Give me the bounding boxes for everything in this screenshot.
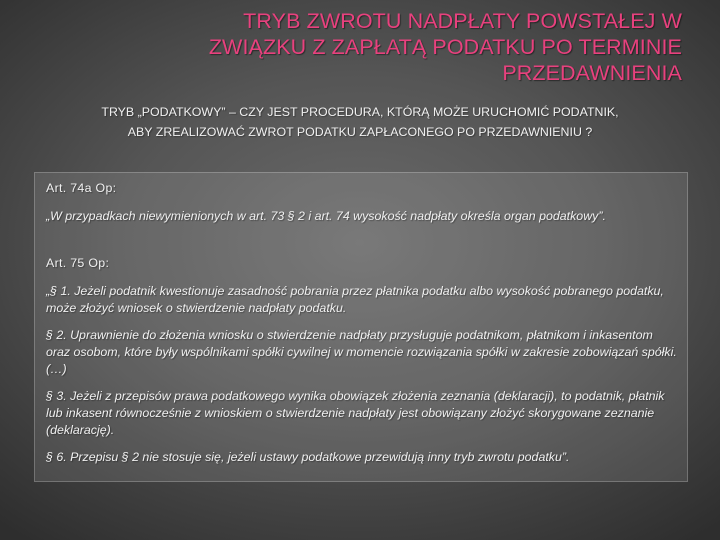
art75-paragraph-6: § 6. Przepisu § 2 nie stosuje się, jeżeli ustawy podatkowe przewidują inny tryb zwrotu podatku”.: [46, 450, 570, 464]
slide-title-line: ZWIĄZKU Z ZAPŁATĄ PODATKU PO TERMINIE: [208, 35, 682, 59]
art74a-quote: „W przypadkach niewymienionych w art. 73 § 2 i art. 74 wysokość nadpłaty określa organ podatkowy”.: [46, 209, 606, 223]
art75-heading: Art. 75 Op:: [46, 256, 110, 270]
spacer: [46, 235, 686, 249]
slide-subtitle: [18, 102, 702, 142]
slide-title-line: TRYB ZWROTU NADPŁATY POWSTAŁEJ W: [243, 9, 682, 33]
slide-subtitle-line: TRYB „PODATKOWY” – CZY JEST PROCEDURA, KTÓRĄ MOŻE URUCHOMIĆ PODATNIK,: [101, 105, 619, 119]
art74a-heading: Art. 74a Op:: [46, 181, 117, 195]
art75-paragraph-2: § 2. Uprawnienie do złożenia wniosku o stwierdzenie nadpłaty przysługuje podatnikom, płatnikom i inkasentom oraz osobom, które były wspólnikami spółki cywilnej w momencie rozwiązania spółki w zakresie zobowiązań spółki. (…): [46, 328, 677, 376]
art75-paragraph-1: „§ 1. Jeżeli podatnik kwestionuje zasadność pobrania przez płatnika podatku albo wysokość pobranego podatku, może złożyć wniosek o stwierdzenie nadpłaty podatku.: [46, 284, 664, 315]
slide-title-line: PRZEDAWNIENIA: [502, 61, 682, 85]
content-body: [46, 174, 686, 476]
slide-subtitle-line: ABY ZREALIZOWAĆ ZWROT PODATKU ZAPŁACONEGO PO PRZEDAWNIENIU ?: [127, 125, 593, 139]
art75-paragraph-3: § 3. Jeżeli z przepisów prawa podatkowego wynika obowiązek złożenia zeznania (deklaracji), to podatnik, płatnik lub inkasent równocześnie z wnioskiem o stwierdzenie nadpłaty jest obowiązany złożyć skorygowane zeznanie (deklarację).: [46, 389, 665, 437]
slide-title: [60, 8, 682, 86]
